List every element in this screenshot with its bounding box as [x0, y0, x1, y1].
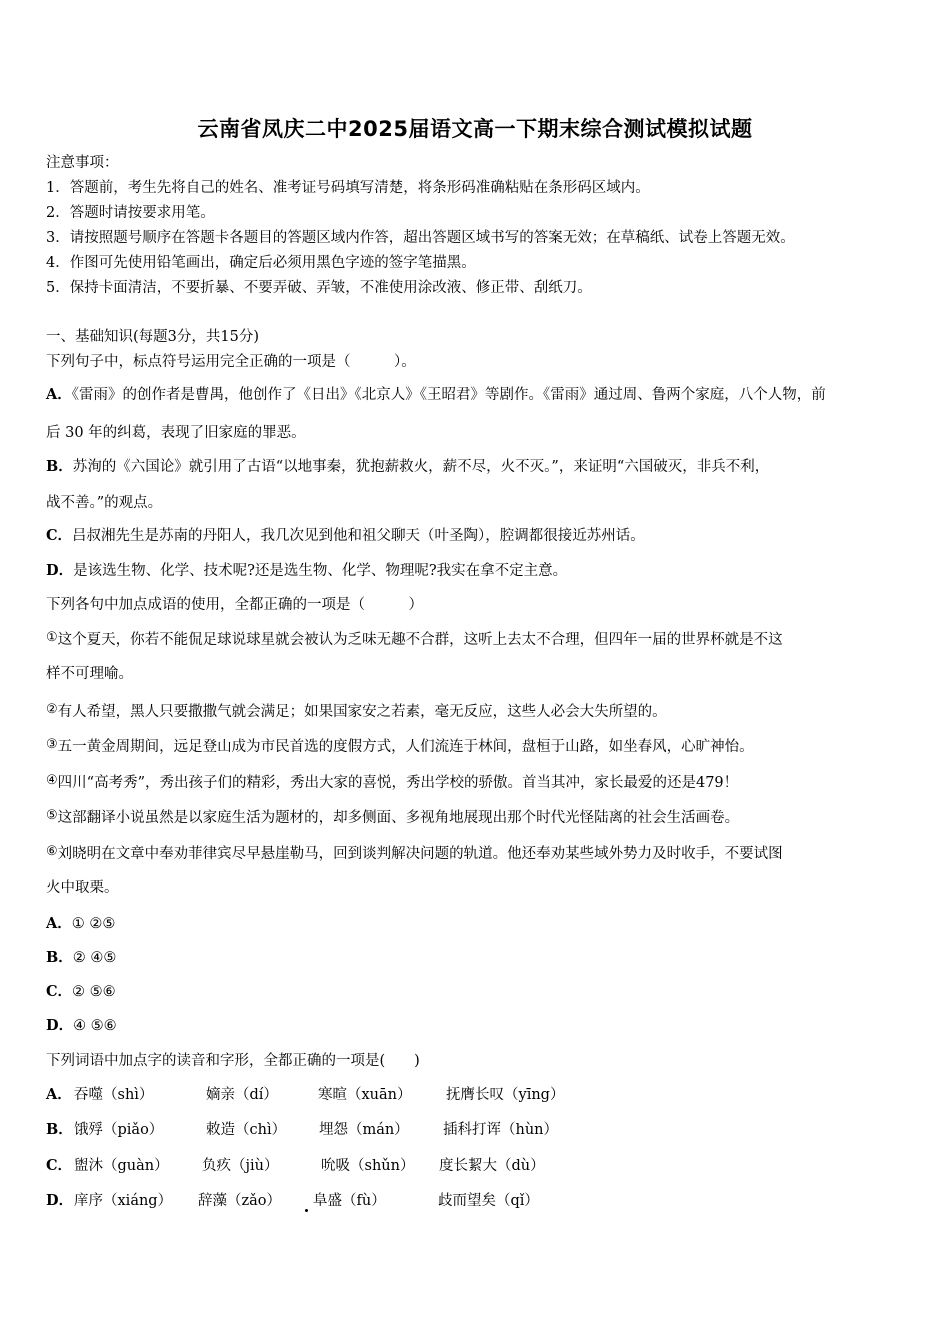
option-b: [46, 948, 116, 968]
sentence-item: [46, 628, 783, 650]
option-label: B．: [46, 458, 73, 475]
sentence-item: [46, 842, 783, 864]
sentence-text: 这部翻译小说虽然是以家庭生活为题材的，却多侧面、多视角地展现出那个时代光怪陆离的社会生活画卷。: [57, 810, 740, 826]
option-a: [46, 385, 826, 405]
option-a: [46, 1085, 564, 1105]
option-d: [46, 561, 567, 581]
option-text-cont: 后 30 年的纠葛，表现了旧家庭的罪恶。: [46, 425, 306, 441]
option-text-cont: 战不善。”的观点。: [46, 495, 163, 511]
option-c: [46, 526, 645, 546]
option-text: ② ④⑤: [72, 950, 117, 966]
sentence-text-cont: 样不可理喻。: [46, 666, 133, 682]
sentence-number: ⑥: [46, 844, 58, 859]
option-label: D．: [46, 1192, 74, 1209]
notice-item: 2．答题时请按要求用笔。: [46, 205, 215, 221]
word-item: 庠序（xiáng）: [74, 1193, 173, 1209]
option-label: C．: [46, 527, 73, 544]
section-heading: 一、基础知识(每题3分，共15分): [46, 329, 259, 345]
sentence-item: [46, 700, 667, 722]
word-item: 阜盛（fù）: [313, 1193, 386, 1209]
emphasis-dot: [305, 1209, 308, 1212]
option-c: [46, 982, 116, 1002]
option-text: 吕叔湘先生是苏南的丹阳人，我几次见到他和祖父聊天（叶圣陶），腔调都很接近苏州话。: [72, 528, 645, 544]
option-label: A．: [46, 386, 72, 403]
word-item: 盥沐（guàn）: [74, 1158, 169, 1174]
option-text: 是该选生物、化学、技术呢?还是选生物、化学、物理呢?我实在拿不定主意。: [73, 563, 568, 579]
word-item: 负疚（jiù）: [202, 1158, 279, 1174]
word-item: 寒暄（xuān）: [318, 1087, 412, 1103]
notice-item: 5．保持卡面清洁，不要折暴、不要弄破、弄皱，不准使用涂改液、修正带、刮纸刀。: [46, 280, 592, 296]
option-label: A．: [46, 1086, 72, 1103]
option-b: [46, 1120, 558, 1140]
option-label: D．: [46, 1017, 74, 1034]
word-item: 抚膺长叹（yīng）: [446, 1087, 565, 1103]
sentence-text: 四川“高考秀”，秀出孩子们的精彩，秀出大家的喜悦，秀出学校的骄傲。首当其冲，家长最爱的还是479！: [57, 775, 739, 791]
notice-item: 3．请按照题号顺序在答题卡各题目的答题区域内作答，超出答题区域书写的答案无效；在草稿纸、试卷上答题无效。: [46, 230, 795, 246]
question-stem: 下列句子中，标点符号运用完全正确的一项是（ ）。: [46, 354, 416, 370]
option-label: C．: [46, 983, 73, 1000]
option-d: [46, 1191, 539, 1211]
sentence-text-cont: 火中取栗。: [46, 880, 119, 896]
sentence-text: 这个夏天，你若不能侃足球说球星就会被认为乏味无趣不合群，这听上去太不合理，但四年一届的世界杯就是不这: [57, 632, 783, 648]
sentence-text: 有人希望，黑人只要撒撒气就会满足；如果国家安之若素，毫无反应，这些人必会大失所望的。: [57, 704, 667, 720]
option-label: D．: [46, 562, 74, 579]
option-label: C．: [46, 1157, 73, 1174]
option-text: ④ ⑤⑥: [73, 1018, 117, 1034]
word-item: 吞噬（shì）: [74, 1087, 154, 1103]
word-item: 歧而望矣（qǐ）: [438, 1193, 539, 1209]
option-label: A．: [46, 915, 72, 932]
option-text: ① ②⑤: [71, 916, 116, 932]
notice-item: 4．作图可先使用铅笔画出，确定后必须用黑色字迹的签字笔描黑。: [46, 255, 476, 271]
question-stem: 下列各句中加点成语的使用，全都正确的一项是（ ）: [46, 597, 423, 613]
sentence-number: ③: [46, 737, 58, 752]
option-c: [46, 1156, 545, 1176]
word-item: 敕造（chì）: [206, 1122, 287, 1138]
option-d: [46, 1016, 117, 1036]
option-b: [46, 457, 769, 477]
page-title: 云南省凤庆二中2025届语文高一下期末综合测试模拟试题: [197, 117, 753, 141]
word-item: 埋怨（mán）: [319, 1122, 409, 1138]
word-item: 度长絜大（dù）: [439, 1158, 545, 1174]
sentence-item: [46, 735, 754, 757]
sentence-number: ⑤: [46, 808, 58, 823]
word-item: 插科打诨（hùn）: [443, 1122, 559, 1138]
sentence-text: 刘晓明在文章中奉劝菲律宾尽早悬崖勒马，回到谈判解决问题的轨道。他还奉劝某些域外势力及时收手，不要试图: [57, 846, 783, 862]
sentence-item: [46, 806, 739, 828]
option-label: B．: [46, 949, 73, 966]
notice-item: 1．答题前，考生先将自己的姓名、准考证号码填写清楚，将条形码准确粘贴在条形码区域内。: [46, 180, 650, 196]
sentence-number: ①: [46, 630, 58, 645]
sentence-item: [46, 771, 738, 793]
sentence-text: 五一黄金周期间，远足登山成为市民首选的度假方式，人们流连于林间，盘桓于山路，如坐春风，心旷神怡。: [57, 739, 754, 755]
word-item: 嫡亲（dí）: [206, 1087, 278, 1103]
option-label: B．: [46, 1121, 73, 1138]
option-text: 《雷雨》的创作者是曹禺，他创作了《日出》《北京人》《王昭君》等剧作。《雷雨》通过周、鲁两个家庭，八个人物，前: [71, 387, 826, 403]
option-a: [46, 914, 115, 934]
word-item: 饿殍（piǎo）: [74, 1122, 164, 1138]
sentence-number: ②: [46, 702, 58, 717]
option-text: ② ⑤⑥: [72, 984, 116, 1000]
notice-heading: 注意事项：: [46, 155, 119, 171]
sentence-number: ④: [46, 773, 58, 788]
question-stem: 下列词语中加点字的读音和字形，全都正确的一项是( ): [46, 1053, 420, 1069]
word-item: 吮吸（shǔn）: [321, 1158, 415, 1174]
option-text: 苏洵的《六国论》就引用了古语“以地事秦，犹抱薪救火，薪不尽，火不灭。”，来证明“六国破灭，非兵不利，: [72, 459, 770, 475]
word-item: 辞藻（zǎo）: [198, 1193, 282, 1209]
